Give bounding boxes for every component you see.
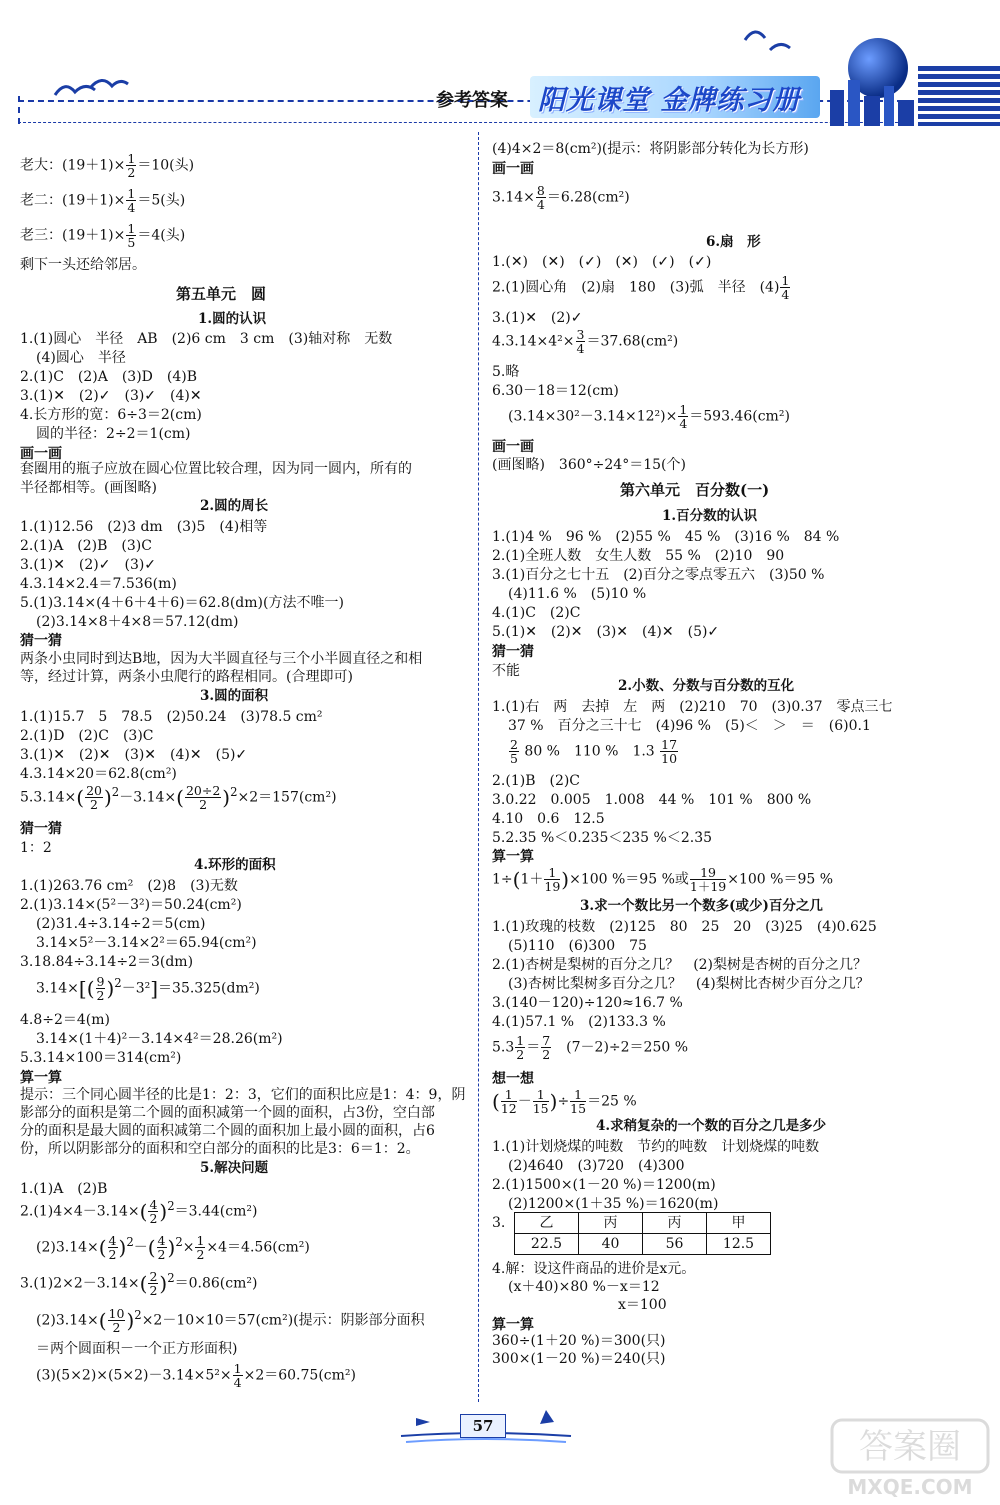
subheading: 画一画 [20, 446, 62, 462]
answer-line: 老大：(19＋1)× $\frac{1}{2}$ ＝10(头) [20, 151, 195, 181]
answer-line: x＝100 [618, 1297, 667, 1313]
answer-line: (3.14×30²－3.14×12²)× $\frac{1}{4}$ ＝593.46(cm²) [508, 402, 790, 432]
answer-line: 4.(1)C (2)C [492, 605, 581, 621]
section-title: 3.求一个数比另一个数多(或少)百分之几 [580, 898, 823, 914]
answer-line: 分的面积是最大圆的面积减第二个圆的面积加上最小圆的面积，占6 [20, 1123, 435, 1139]
section-title: 4.环形的面积 [194, 857, 276, 873]
answer-line: 3.18.84÷3.14÷2＝3(dm) [20, 954, 194, 970]
section-title: 1.百分数的认识 [662, 508, 758, 524]
answer-line: 半径都相等。(画图略) [20, 480, 157, 496]
subheading: 想一想 [492, 1071, 534, 1087]
subheading: 猜一猜 [20, 633, 62, 649]
answer-line: 6.30－18＝12(cm) [492, 383, 619, 399]
answer-line: 不能 [492, 663, 520, 679]
answer-line: 4.解：设这件商品的进价是x元。 [492, 1261, 696, 1277]
answer-line: (4)4×2＝8(cm²)(提示：将阴影部分转化为长方形) [492, 141, 809, 157]
answer-line: 3.(1)✕ (2)✓ (3)✓ [20, 557, 157, 573]
answer-line: 圆的半径：2÷2＝1(cm) [36, 426, 191, 442]
subheading: 算一算 [492, 849, 534, 865]
table-cell: 40 [579, 1234, 643, 1255]
column-divider [478, 132, 479, 1402]
answer-line: 1÷(1＋ $\frac{1}{19}$ )×100 %＝95 %或 $\frac{19}{1+19}$ ×100 %＝95 % [492, 865, 834, 895]
table-row [515, 1234, 771, 1255]
answer-line: 5.略 [492, 364, 520, 380]
answer-line: 5.3 $\frac{1}{2}$ ＝ $\frac{7}{2}$ (7－2)÷2＝250 % [492, 1033, 689, 1063]
answer-line: 4.(1)57.1 % (2)133.3 % [492, 1014, 666, 1030]
section-title: 1.圆的认识 [198, 311, 267, 327]
answer-line: 等，经过计算，两条小虫爬行的路程相同。(合理即可) [20, 669, 353, 685]
answer-line: 5.(1)3.14×(4＋6＋4＋6)＝62.8(dm)(方法不唯一) [20, 595, 344, 611]
answer-line: 份，所以阴影部分的面积和空白部分的面积的比是3：6＝1：2。 [20, 1141, 420, 1157]
table-cell: 甲 [707, 1213, 771, 1234]
answer-line: (5)110 (6)300 75 [508, 938, 647, 954]
answer-line: 3.(1)2×2－3.14×( $\frac{2}{2}$ )$^2$＝0.86(cm²) [20, 1269, 258, 1299]
page-number: 57 [460, 1414, 506, 1438]
answer-line: (2)3.14×8＋4×8＝57.12(dm) [36, 614, 239, 630]
answer-line: (2)3.14×( $\frac{10}{2}$ )$^2$×2－10×10＝57(cm²)(提示：阴影部分面积 [36, 1306, 425, 1336]
answer-line: 1.(✕) (✕) (✓) (✕) (✓) (✓) [492, 254, 712, 270]
table-row [515, 1213, 771, 1234]
answer-line: 4.长方形的宽：6÷3＝2(cm) [20, 407, 202, 423]
answer-line: 5.2.35 %＜0.235＜235 %＜2.3̇5̇ [492, 830, 713, 846]
svg-text:答案圈: 答案圈 [859, 1427, 961, 1467]
bird-icon [740, 20, 800, 60]
answer-line: 300×(1－20 %)＝240(只) [492, 1351, 666, 1367]
answer-line: 2.(1)D (2)C (3)C [20, 728, 154, 744]
brand-title: 阳光课堂 金牌练习册 [538, 85, 801, 116]
table-cell: 丙 [643, 1213, 707, 1234]
header-stripes [918, 66, 1000, 126]
answer-line: 4.3.14×20＝62.8(cm²) [20, 766, 177, 782]
header-rule [18, 122, 913, 123]
answer-line: (2)4640 (3)720 (4)300 [508, 1158, 685, 1174]
answer-line: 4.3.14×4²× $\frac{3}{4}$ ＝37.68(cm²) [492, 327, 679, 357]
answer-line: 2.(1)圆心角 (2)扇 180 (3)弧 半径 (4) $\frac{1}{4}$ [492, 273, 790, 303]
answer-line: 2.(1)杏树是梨树的百分之几？ (2)梨树是杏树的百分之几？ [492, 957, 868, 973]
answer-line: 2.(1)全班人数 女生人数 55 % (2)10 90 [492, 548, 785, 564]
subheading: 画一画 [492, 161, 534, 177]
svg-text:MXQE.COM: MXQE.COM [847, 1475, 973, 1499]
answer-line: 老三：(19＋1)× $\frac{1}{5}$ ＝4(头) [20, 221, 186, 251]
answer-table [514, 1212, 771, 1255]
answer-line: (2)31.4÷3.14÷2＝5(cm) [36, 916, 206, 932]
answer-line: 2.(1)C (2)A (3)D (4)B [20, 369, 198, 385]
answer-line: 1.(1)263.76 cm² (2)8 (3)无数 [20, 878, 238, 894]
section-title: 3.圆的面积 [200, 688, 269, 704]
answer-line: (2)3.14×( $\frac{4}{2}$ )$^2$－( $\frac{4}{2}$ )$^2$× $\frac{1}{2}$ ×4＝4.56(cm²) [36, 1233, 310, 1263]
answer-line: (2)1200×(1＋35 %)＝1620(m) [508, 1196, 719, 1212]
answer-line: 1.(1)15.7 5 78.5 (2)50.24 (3)78.5 cm² [20, 709, 323, 725]
section-title: 2.圆的周长 [200, 498, 269, 514]
table-cell: 乙 [515, 1213, 579, 1234]
answer-line: 360÷(1＋20 %)＝300(只) [492, 1333, 666, 1349]
answer-line: (x＋40)×80 %－x＝12 [508, 1279, 660, 1295]
answer-line: 2.(1)3.14×(5²－3²)＝50.24(cm²) [20, 897, 242, 913]
answer-line: 3.0.22 0.005 1.008 44 % 101 % 800 % [492, 792, 812, 808]
answer-line: ( $\frac{1}{12}$ － $\frac{1}{15}$ )÷ $\frac{1}{15}$ ＝25 % [492, 1087, 637, 1117]
answer-line: 老二：(19＋1)× $\frac{1}{4}$ ＝5(头) [20, 186, 186, 216]
answer-line: 2.(1)B (2)C [492, 773, 581, 789]
answer-line: 3.(1)✕ (2)✓ (3)✓ (4)✕ [20, 388, 202, 404]
answer-line: 3.14×[( $\frac{9}{2}$ )$^2$－3²]＝35.325(dm²) [36, 974, 260, 1004]
answer-line: 3.(1)百分之七十五 (2)百分之零点零五六 (3)50 % [492, 567, 825, 583]
subheading: 画一画 [492, 439, 534, 455]
answer-line: ＝两个圆面积－一个正方形面积) [36, 1341, 238, 1357]
watermark-logo [830, 1418, 990, 1500]
answer-line: 4.8÷2＝4(m) [20, 1012, 111, 1028]
answer-line: 3.(1)✕ (2)✕ (3)✕ (4)✕ (5)✓ [20, 747, 248, 763]
answer-line: 4.10 0.6 12.5 [492, 811, 605, 827]
answer-line: 两条小虫同时到达B地，因为大半圆直径与三个小半圆直径之和相 [20, 651, 423, 667]
answer-line: 3. [492, 1215, 506, 1231]
answer-line: 1.(1)圆心 半径 AB (2)6 cm 3 cm (3)轴对称 无数 [20, 331, 393, 347]
answer-line: (3)杏树比梨树多百分之几？ (4)梨树比杏树少百分之几？ [508, 976, 870, 992]
answer-line: 1.(1)右 两 去掉 左 两 (2)210 70 (3)0.37 零点三七 [492, 699, 893, 715]
answer-line: 2.(1)A (2)B (3)C [20, 538, 152, 554]
subheading: 算一算 [20, 1070, 62, 1086]
answer-line: 1.(1)玫瑰的枝数 (2)125 80 25 20 (3)25 (4)0.625 [492, 919, 877, 935]
unit-title: 第五单元 圆 [176, 285, 267, 303]
answer-line: 提示：三个同心圆半径的比是1：2：3，它们的面积比应是1：4：9，阴 [20, 1087, 466, 1103]
skyline-icon [820, 70, 920, 126]
answer-line: (3)(5×2)×(5×2)－3.14×5²× $\frac{1}{4}$ ×2＝60.75(cm²) [36, 1361, 356, 1391]
answer-line: 37 % 百分之三十七 (4)96 % (5)＜ ＞ ＝ (6)0.1 [508, 718, 871, 734]
answer-line: 1.(1)12.56 (2)3 dm (3)5 (4)相等 [20, 519, 268, 535]
section-title: 5.解决问题 [200, 1160, 269, 1176]
answer-line: (4)圆心 半径 [36, 350, 126, 366]
answer-line: 3.14× $\frac{8}{4}$ ＝6.28(cm²) [492, 183, 630, 213]
answer-line: $\frac{2}{5}$ 80 % 110 % 1.3 $\frac{17}{10}$ [510, 737, 678, 767]
answer-line: 影部分的面积是第二个圆的面积减第一个圆的面积，占3份，空白部 [20, 1105, 435, 1121]
table-cell: 22.5 [515, 1234, 579, 1255]
answer-line: 套圈用的瓶子应放在圆心位置比较合理，因为同一圆内，所有的 [20, 461, 412, 477]
answer-line: (4)11.6 % (5)10 % [508, 586, 647, 602]
answer-line: 3.14×5²－3.14×2²＝65.94(cm²) [36, 935, 257, 951]
subheading: 算一算 [492, 1317, 534, 1333]
answer-line: 1.(1)计划烧煤的吨数 节约的吨数 计划烧煤的吨数 [492, 1139, 820, 1155]
answer-line: 5.3.14×100＝314(cm²) [20, 1050, 182, 1066]
answer-line: 1.(1)4 % 96 % (2)55 % 45 % (3)16 % 84 % [492, 529, 840, 545]
table-cell: 56 [643, 1234, 707, 1255]
answer-line: 5.(1)✕ (2)✕ (3)✕ (4)✕ (5)✓ [492, 624, 720, 640]
answer-line: 剩下一头还给邻居。 [20, 257, 146, 273]
section-title: 2.小数、分数与百分数的互化 [618, 678, 795, 694]
table-cell: 丙 [579, 1213, 643, 1234]
answer-line: 1：2 [20, 840, 52, 856]
answer-line: 5.3.14×( $\frac{20}{2}$ )$^2$－3.14×( $\frac{20\div 2}{2}$ )$^2$×2＝157(cm²) [20, 783, 337, 813]
subheading: 猜一猜 [20, 821, 62, 837]
answer-line: 3.(1)✕ (2)✓ [492, 310, 583, 326]
section-title: 4.求稍复杂的一个数的百分之几是多少 [596, 1118, 827, 1134]
unit-title: 第六单元 百分数(一) [620, 481, 770, 499]
answer-line: 1.(1)A (2)B [20, 1181, 108, 1197]
answer-line: 3.14×(1＋4)²－3.14×4²＝28.26(m²) [36, 1031, 283, 1047]
answer-line: 2.(1)4×4－3.14×( $\frac{4}{2}$ )$^2$＝3.44(cm²) [20, 1197, 258, 1227]
bird-icon [50, 70, 130, 110]
table-cell: 12.5 [707, 1234, 771, 1255]
answer-line: 2.(1)1500×(1－20 %)＝1200(m) [492, 1177, 716, 1193]
header-label: 参考答案 [436, 90, 508, 111]
subheading: 猜一猜 [492, 644, 534, 660]
answer-line: 3.(140－120)÷120≈16.7 % [492, 995, 683, 1011]
section-title: 6.扇 形 [706, 234, 761, 250]
answer-line: 4.3.14×2.4＝7.536(m) [20, 576, 177, 592]
answer-line: (画图略) 360°÷24°＝15(个) [492, 457, 686, 473]
